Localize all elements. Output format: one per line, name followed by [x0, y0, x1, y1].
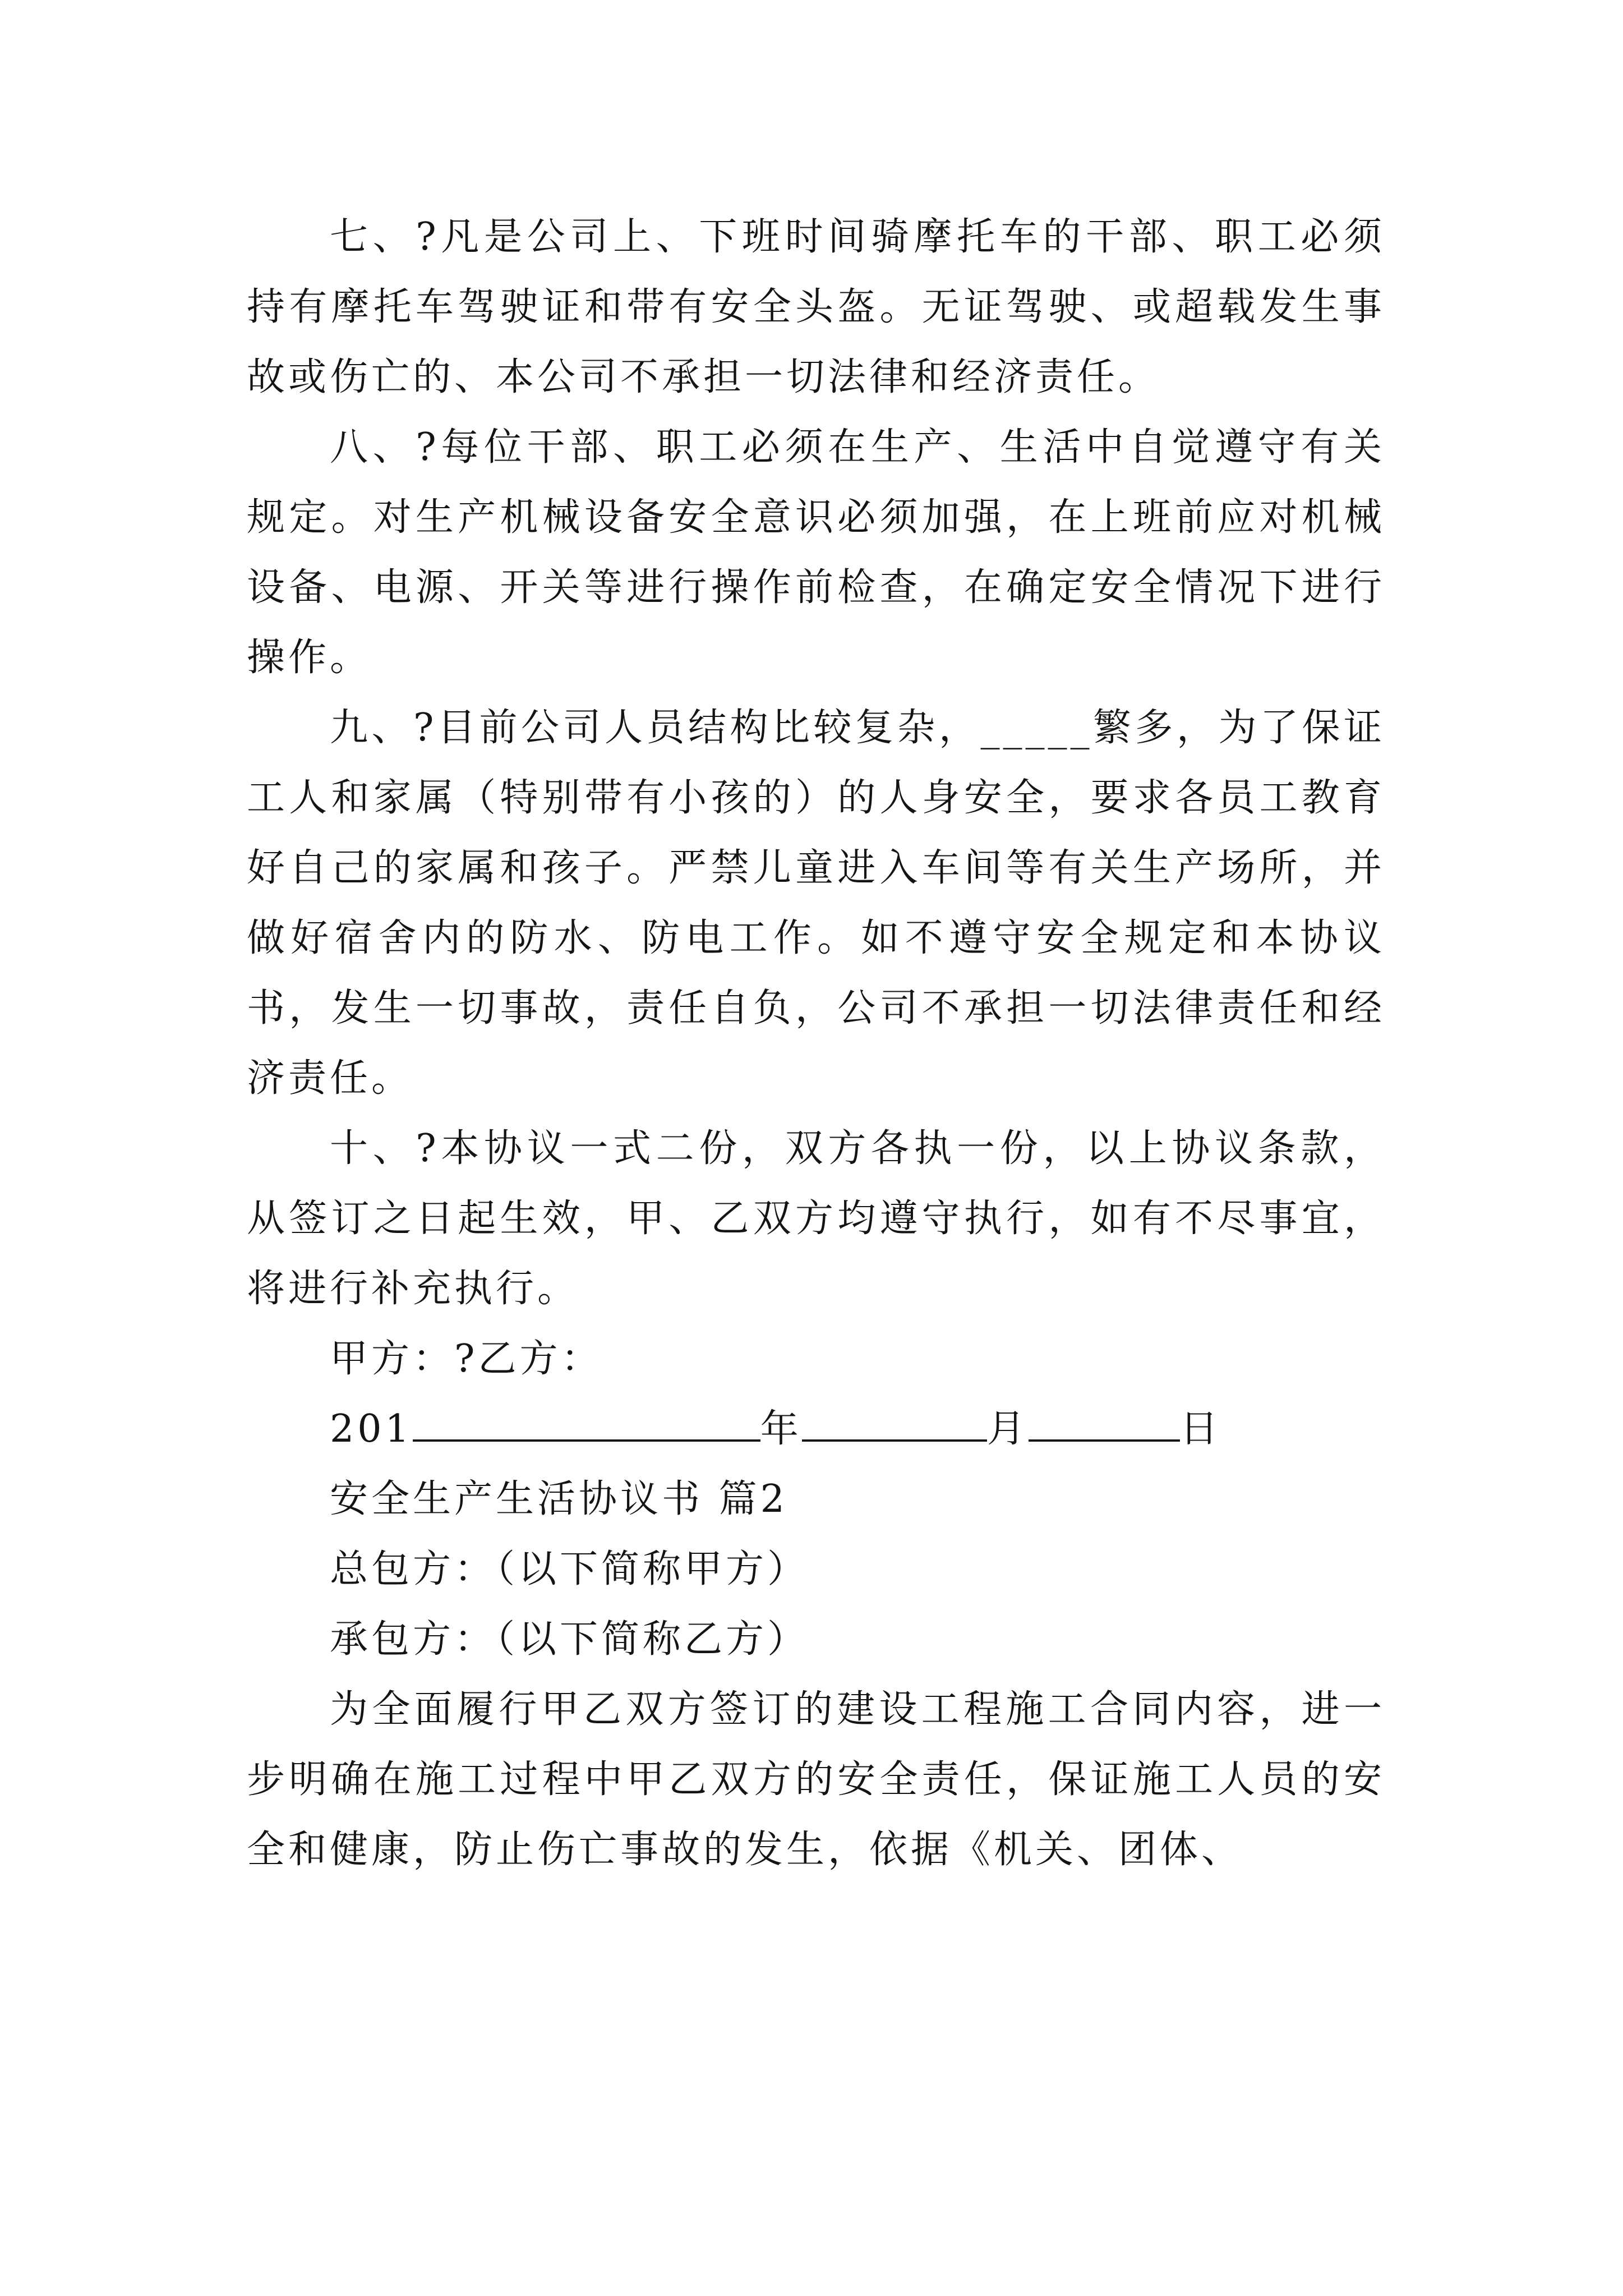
subcontractor-line: 承包方：（以下简称乙方）	[330, 1617, 809, 1662]
day-label: 日	[1179, 1407, 1221, 1451]
clause-nine: 九、?目前公司人员结构比较复杂，_____繁多，为了保证工人和家属（特别带有小孩的）的人身安全，要求各员工教育好自己的家属和孩子。严禁儿童进入车间等有关生产场所，并做好宿舍内的防水、防电工作。如不遵守安全规定和本协议书，发生一切事故，责任自负，公司不承担一切法律责任和经济责任。	[247, 706, 1385, 1101]
signature-line: 甲方：?乙方：	[330, 1337, 603, 1381]
general-contractor-line: 总包方：（以下简称甲方）	[330, 1547, 809, 1591]
section-title: 安全生产生活协议书 篇2	[330, 1477, 788, 1521]
document-body	[247, 202, 1385, 1885]
clause-eight: 八、?每位干部、职工必须在生产、生活中自觉遵守有关规定。对生产机械设备安全意识必须加强，在上班前应对机械设备、电源、开关等进行操作前检查，在确定安全情况下进行操作。	[247, 425, 1385, 680]
intro-paragraph: 为全面履行甲乙双方签订的建设工程施工合同内容，进一步明确在施工过程中甲乙双方的安全责任，保证施工人员的安全和健康，防止伤亡事故的发生，依据《机关、团体、	[247, 1687, 1385, 1872]
year-blank	[413, 1406, 760, 1442]
month-blank	[802, 1406, 987, 1442]
year-label: 年	[760, 1407, 802, 1451]
date-line	[247, 1394, 1385, 1464]
month-label: 月	[986, 1407, 1029, 1451]
clause-ten: 十、?本协议一式二份，双方各执一份，以上协议条款，从签订之日起生效，甲、乙双方均遵守执行，如有不尽事宜，将进行补充执行。	[247, 1126, 1385, 1311]
clause-seven: 七、?凡是公司上、下班时间骑摩托车的干部、职工必须持有摩托车驾驶证和带有安全头盔。无证驾驶、或超载发生事故或伤亡的、本公司不承担一切法律和经济责任。	[247, 215, 1385, 399]
day-blank	[1029, 1406, 1180, 1442]
date-prefix: 201	[330, 1407, 413, 1451]
